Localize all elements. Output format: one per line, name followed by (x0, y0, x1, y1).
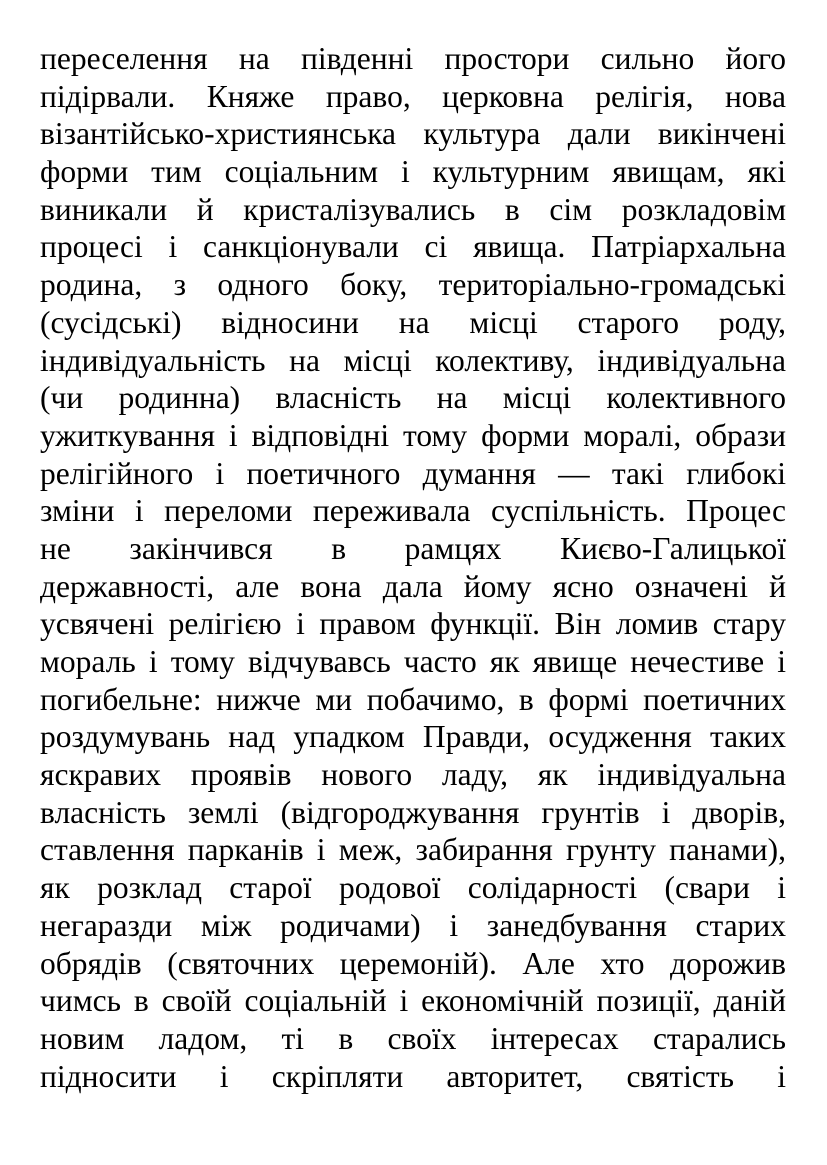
text-line-22: ставлення парканів і меж, забирання грунту панами), (40, 832, 786, 868)
text-line-6: процесі і санкціонували сі явища. Патріархальна (40, 229, 786, 265)
text-line-10: (чи родинна) власність на місці колективного (40, 380, 786, 416)
text-line-11: ужиткування і відповідні тому форми моралі, образи (40, 417, 786, 453)
text-line-1: переселення на південні простори сильно його (40, 41, 786, 76)
text-line-17: мораль і тому відчувавсь часто як явище нечестиве і (40, 644, 786, 679)
text-line-20: яскравих проявів нового ладу, як індивідуальна (40, 757, 786, 793)
text-line-5: виникали й кристалізувались в сім розкладовім (40, 191, 786, 227)
text-line-7: родина, з одного боку, територіально-громадські (40, 267, 786, 303)
text-line-3: візантійсько-християнська культура дали викінчені (40, 116, 786, 152)
text-line-24: негаразди між родичами) і занедбування старих (40, 907, 786, 943)
text-line-25: обрядів (святочних церемоній). Але хто дорожив (40, 945, 786, 981)
text-line-26: чимсь в своїй соціальній і економічній позиції, даній (40, 983, 786, 1019)
text-line-28: підносити і скріпляти авторитет, святість і (40, 1058, 786, 1094)
text-line-15: державності, але вона дала йому ясно означені й (40, 568, 786, 604)
text-line-2: підірвали. Княже право, церковна релігія, нова (40, 78, 786, 114)
text-line-14: не закінчився в рамцях Києво-Галицької (40, 530, 786, 566)
text-line-23: як розклад старої родової солідарності (свари і (40, 870, 786, 906)
text-line-19: роздумувань над упадком Правди, осудження таких (40, 719, 786, 755)
text-line-27: новим ладом, ті в своїх інтересах старались (40, 1020, 786, 1056)
text-line-18: погибельне: нижче ми побачимо, в формі поетичних (40, 681, 786, 717)
text-line-13: зміни і переломи переживала суспільність. Процес (40, 493, 786, 529)
text-line-9: індивідуальність на місці колективу, індивідуальна (40, 342, 786, 378)
text-line-12: релігійного і поетичного думання — такі глибокі (40, 455, 786, 491)
text-line-21: власність землі (відгороджування грунтів і дворів, (40, 794, 786, 830)
document-page (40, 40, 786, 1095)
text-line-4: форми тим соціальним і культурним явищам, які (40, 154, 786, 190)
text-line-16: усвячені релігією і правом функції. Він ломив стару (40, 606, 786, 642)
text-line-8: (сусідські) відносини на місці старого роду, (40, 304, 786, 340)
